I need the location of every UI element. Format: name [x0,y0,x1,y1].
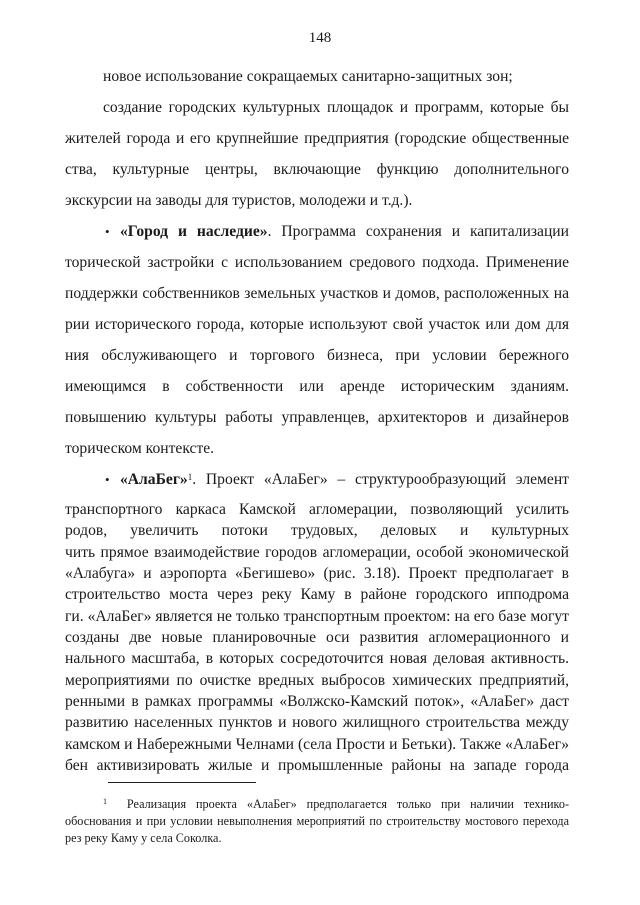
section1-line: рии исторического города, которые используют свой участок или дом для [65,316,569,333]
section1-line: имеющимся в собственности или аренде историческим зданиям. [65,378,569,395]
section1-line: ния обслуживающего и торгового бизнеса, при условии бережного [65,347,569,364]
footnote-text-1: Реализация проекта «АлаБег» предполагается только при наличии технико- [126,797,569,811]
section1-first-line [120,222,569,242]
footnote-reference: 1 [187,472,193,482]
section2-line: чить прямое взаимодействие городов агломерации, особой экономической [65,543,569,561]
section2-bullet: • [105,472,110,487]
section1-line: повышению культуры работы управленцев, архитекторов и дизайнеров [65,409,569,426]
footnote-rule [108,782,256,783]
intro-p2-line-3: ства, культурные центры, включающие функцию дополнительного [65,161,569,178]
section2-line: нального масштаба, в которых сосредоточится новая деловая активность. [65,650,569,668]
section1-line: торической застройки с использованием средового подхода. Применение [65,254,569,271]
section2-line: камском и Набережными Челнами (села Прости и Бетьки). Также «АлаБег» [65,735,569,753]
section2-first-line [120,470,569,490]
intro-p2-line-1: создание городских культурных площадок и программ, которые бы [103,99,569,116]
section2-first-line-rest: . Проект «АлаБег» – структурообразующий элемент [192,471,569,488]
section2-line: ренными в рамках программы «Волжско-Камский поток», «АлаБег» даст [65,693,569,710]
section2-line: родов, увеличить потоки трудовых, деловых и культурных [65,522,569,540]
section2-line: транспортного каркаса Камской агломерации, позволяющий усилить [65,501,569,518]
section2-line: ги. «АлаБег» является не только транспортным проектом: на его базе могут [65,607,569,625]
section2-line: строительство моста через реку Каму в районе городского ипподрома [65,586,569,604]
section2-line: развитию населенных пунктов и нового жилищного строительства между [65,714,569,732]
intro-line-1: новое использование сокращаемых санитарно-защитных зон; [103,68,513,85]
footnote-mark: 1 [103,797,107,806]
intro-p2-line-2: жителей города и его крупнейшие предприятия (городские общественные [65,130,569,147]
section2-line: созданы две новые планировочные оси развития агломерационного и [65,629,569,646]
section2-line: мероприятиями по очистке вредных выбросов химических предприятий, [65,671,569,689]
section1-first-line-rest: . Программа сохранения и капитализации [267,223,569,240]
section1-line: торическом контексте. [65,440,215,457]
footnote-line-3: рез реку Каму у села Соколка. [65,831,222,845]
page-number: 148 [308,30,332,46]
section2-title: «АлаБег» [120,471,188,488]
section2-line: «Алабуга» и аэропорта «Бегишево» (рис. 3.18). Проект предполагает в [65,565,569,582]
section2-line: бен активизировать жилые и промышленные районы на западе города [65,757,569,774]
section1-bullet: • [105,224,110,239]
section1-line: поддержки собственников земельных участков и домов, расположенных на [65,285,569,302]
intro-p2-line-4: экскурсии на заводы для туристов, молодежи и т.д.). [65,192,413,209]
footnote-line-2: обоснования и при условии невыполнения мероприятий по строительству мостового перехода [65,814,569,828]
footnote-line-1 [103,796,569,812]
section1-title: «Город и наследие» [120,223,268,240]
